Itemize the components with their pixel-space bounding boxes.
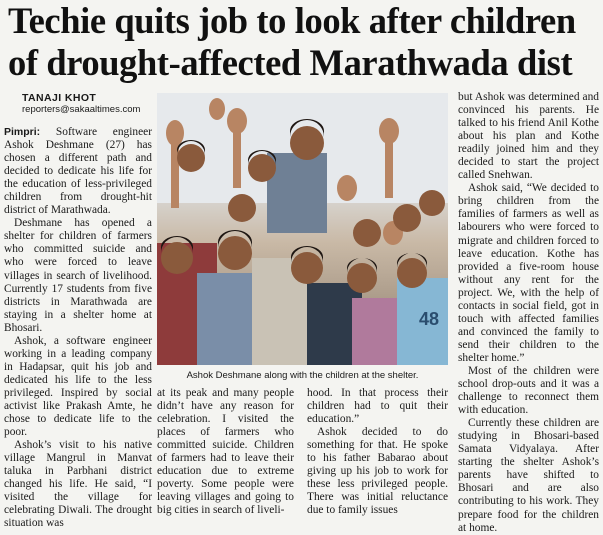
paragraph-text: Software engineer Ashok Deshmane (27) has chosen a different path and decided to dedicate his life for the education of less-privileged children from drought-hit district of Marathwada. (4, 126, 152, 217)
paragraph: Ashok said, “We decided to bring children from the families of farmers as well as labourers who were forced to migrate and children forced to leave education. Kothe has provided a five-room house without any rent for the project. We, with the help of contacts in social field, got in touch with affected families and convinced the family to send their children to the shelter home.” (458, 182, 599, 364)
paragraph: Deshmane has opened a shelter for children of farmers who committed suicide and who were forced to leave villages in search of livelihood. Currently 17 students from five districts in Marathwada are staying in a shelter home at Bhosari. (4, 217, 152, 334)
children-group-photo (157, 93, 448, 365)
paragraph: Currently these children are studying in Bhosari-based Samata Vidyalaya. After starting the shelter Ashok’s parents have shifted to Bhosari and are also contributing to his work. They prepare food for the children at home. (458, 417, 599, 534)
paragraph: at its peak and many people didn’t have any reason for celebration. I visited the places of farmers who committed suicide. Children of farmers had to leave their education due to extreme poverty. Some people were leaving villages and going to big cities in search of liveli- (157, 387, 294, 517)
dateline: Pimpri: (4, 126, 41, 138)
article-column-4 (458, 91, 599, 535)
paragraph: Ashok’s visit to his native village Mangrul in Manvat taluka in Parbhani district changed his life. He said, “I visited the village for celebrating Diwali. The drought situation was (4, 439, 152, 530)
article-column-2 (157, 387, 294, 517)
headline (8, 0, 598, 84)
paragraph: Most of the children were school drop-outs and it was a challenge to reconnect them with education. (458, 364, 599, 417)
paragraph (4, 126, 152, 217)
article-photo (157, 93, 448, 365)
byline-name: TANAJI KHOT (22, 92, 97, 104)
byline (22, 92, 152, 115)
paragraph: Ashok, a software engineer working in a leading company in Hadapsar, quit his job and dedicated his life to the less privileged. Inspired by social activist like Prakash Amte, he chose to dedicate life to the poor. (4, 334, 152, 439)
article-column-3 (307, 387, 448, 517)
byline-email: reporters@sakaaltimes.com (22, 104, 141, 115)
paragraph: Ashok decided to do something for that. He spoke to his father Babarao about giving up his job to work for these less privileged people. There was initial reluctance due to family issues (307, 426, 448, 517)
article-column-1 (4, 126, 152, 530)
headline-line-2: of drought-affected Marathwada dist (8, 42, 573, 83)
paragraph: hood. In that process their children had to quit their education.” (307, 387, 448, 426)
paragraph: but Ashok was determined and convinced his parents. He talked to his friend Anil Kothe about his plan and Kothe readily joined him and they decided to start the project called Snehwan. (458, 91, 599, 182)
headline-line-1: Techie quits job to look after children (8, 0, 576, 41)
jersey-number: 48 (419, 309, 440, 329)
photo-caption: Ashok Deshmane along with the children at the shelter. (186, 370, 419, 381)
